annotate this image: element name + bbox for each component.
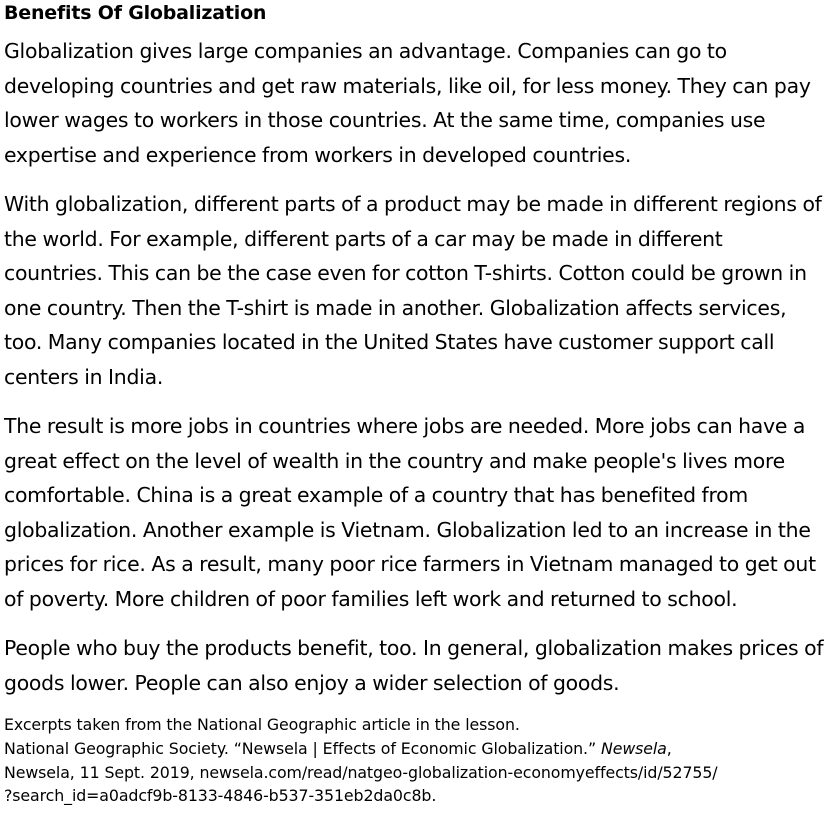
paragraph-3: The result is more jobs in countries where jobs are needed. More jobs can have a great effect on the level of wealth in the country and make people's lives more comfortable. China is a great example of a country that has benefited from globalization. Another example is Vietnam. Globalization led to an increase in the prices for rice. As a result, many poor rice farmers in Vietnam managed to get out of poverty. More children of poor families left work and returned to school. (4, 414, 816, 611)
citation-line-1 (4, 737, 825, 761)
paragraph-1: Globalization gives large companies an advantage. Companies can go to developing countries and get raw materials, like oil, for less money. They can pay lower wages to workers in those countries. At the same time, companies use expertise and experience from workers in developed countries. (4, 39, 811, 167)
citation-line-2: Newsela, 11 Sept. 2019, newsela.com/read/natgeo-globalization-economyeffects/id/52755/ (4, 762, 718, 782)
paragraph-4: People who buy the products benefit, too. In general, globalization makes prices of goods lower. People can also enjoy a wider selection of goods. (4, 636, 824, 695)
citation-part1: National Geographic Society. “Newsela | Effects of Economic Globalization.” (4, 738, 597, 758)
citation-publication: Newsela (600, 738, 667, 758)
citation-line-3: ?search_id=a0adcf9b-8133-4846-b537-351eb2da0c8b. (4, 786, 437, 806)
citation (4, 737, 825, 808)
source-note: Excerpts taken from the National Geographic article in the lesson. (4, 715, 520, 734)
page-title: Benefits Of Globalization (4, 2, 267, 24)
citation-part2: , (666, 738, 672, 758)
paragraph-2: With globalization, different parts of a product may be made in different regions of the world. For example, different parts of a car may be made in different countries. This can be the case even for cotton T-shirts. Cotton could be grown in one country. Then the T-shirt is made in another. Globalization affects services, too. Many companies located in the United States have customer support call centers in India. (4, 192, 822, 389)
document (4, 0, 825, 808)
